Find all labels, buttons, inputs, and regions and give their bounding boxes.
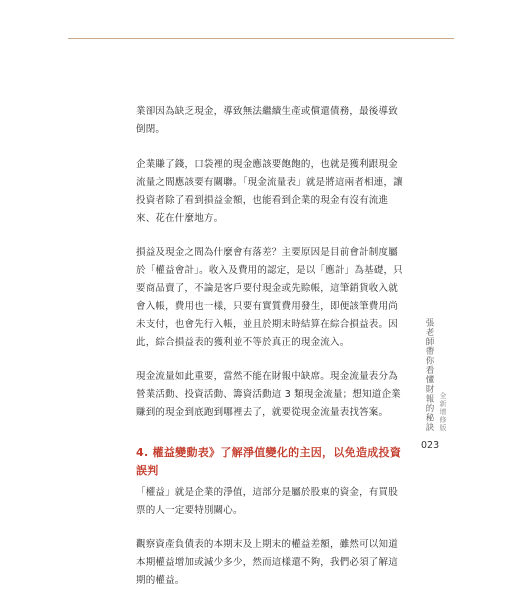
book-subtitle: 全新增修版 (439, 392, 447, 432)
body-text (136, 103, 404, 606)
paragraph: 「權益」就是企業的淨值，這部分是屬於股東的資金，有買股票的人一定要特別關心。 (136, 487, 398, 516)
paragraph: 業卻因為缺乏現金，導致無法繼續生產或償還債務，最後導致倒閉。 (136, 106, 398, 135)
paragraph: 企業賺了錢，口袋裡的現金應該要飽飽的，也就是獲利跟現金流量之間應該要有關聯。「現金流量表」就是將這兩者相連，讓投資者除了看到損益金額，也能看到企業的現金有沒有流進來、花在什麼地方。 (136, 159, 403, 224)
page-number: 023 (421, 440, 440, 451)
section-heading: 4. 權益變動表》了解淨值變化的主因，以免造成投資誤判 (136, 446, 402, 477)
paragraph: 觀察資產負債表的本期末及上期末的權益差額，雖然可以知道本期權益增加或減少多少，然而這樣還不夠，我們必須了解這期的權益。 (136, 539, 398, 586)
paragraph: 現金流量如此重要，當然不能在財報中缺席。現金流量表分為營業活動、投資活動、籌資活動這 3 類現金流量；想知道企業賺到的現金到底跑到哪裡去了，就要從現金流量表找答案。 (136, 371, 401, 418)
top-rule (68, 38, 454, 39)
book-title: 張老師帶你看懂財報的秘訣 (424, 318, 434, 432)
paragraph: 損益及現金之間為什麼會有落差？主要原因是目前會計制度屬於「權益會計」。收入及費用的認定，是以「應計」為基礎，只要商品賣了，不論是客戶要付現金或先賒帳，這筆銷貨收入就會入帳，費用也一樣，只要有實質費用發生，即便該筆費用尚未支付，也會先行入帳，並且於期末時結算在綜合損益表。因此，綜合損益表的獲利並不等於真正的現金流入。 (136, 247, 403, 348)
